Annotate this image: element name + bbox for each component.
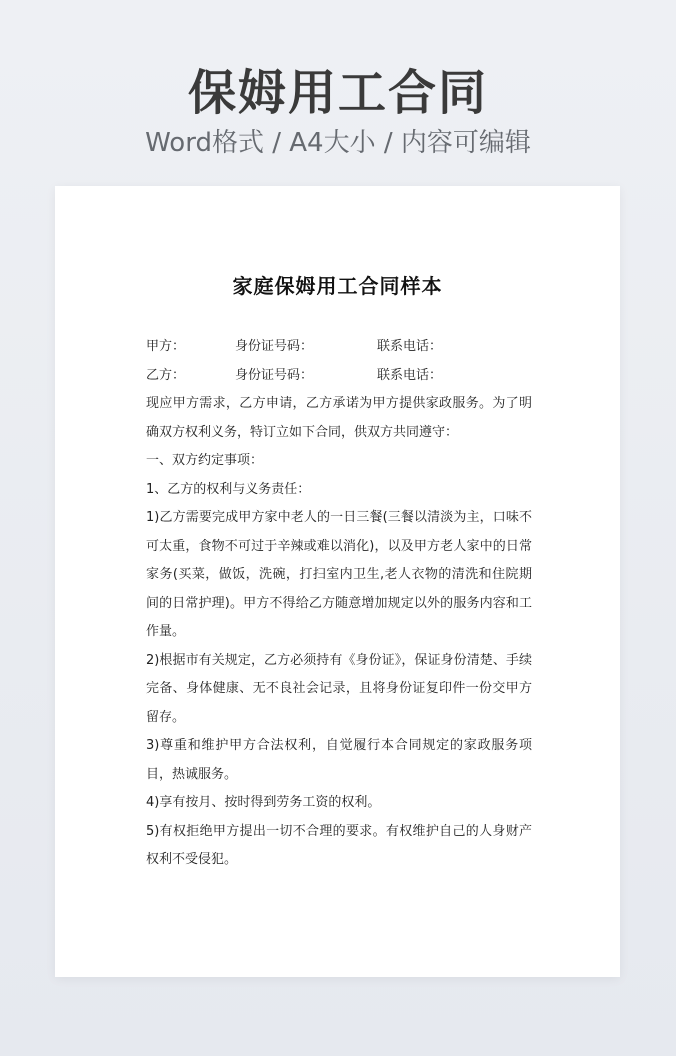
clause-item: 5)有权拒绝甲方提出一切不合理的要求。有权维护自己的人身财产权利不受侵犯。	[146, 823, 532, 867]
party-b-phone-label: 联系电话：	[377, 367, 443, 383]
clause-item: 3)尊重和维护甲方合法权利，自觉履行本合同规定的家政服务项目，热诚服务。	[146, 738, 532, 782]
document-page	[55, 186, 620, 977]
section-heading: 一、双方约定事项：	[146, 453, 264, 468]
clause-item: 2)根据市有关规定，乙方必须持有《身份证》，保证身份清楚、手续完备、身体健康、无不良社会记录，且将身份证复印件一份交甲方留存。	[146, 652, 532, 725]
party-a-phone-label: 联系电话：	[377, 339, 443, 354]
document-body	[146, 333, 532, 875]
party-b-label: 乙方：	[146, 367, 186, 383]
subsection-heading: 1、乙方的权利与义务责任：	[146, 481, 311, 497]
banner	[0, 62, 676, 160]
clause-item: 4)享有按月、按时得到劳务工资的权利。	[146, 795, 381, 810]
clause-item: 1)乙方需要完成甲方家中老人的一日三餐(三餐以清淡为主，口味不可太重，食物不可过于辛辣或难以消化)，以及甲方老人家中的日常家务(买菜，做饭，洗碗，打扫室内卫生,老人衣物的清洗和住院期间的日常护理)。甲方不得给乙方随意增加规定以外的服务内容和工作量。	[146, 510, 532, 639]
party-a-label: 甲方：	[146, 339, 186, 354]
party-b-id-label: 身份证号码：	[235, 367, 314, 383]
party-b-row	[146, 362, 532, 391]
party-a-row	[146, 333, 532, 362]
intro-paragraph: 现应甲方需求，乙方申请，乙方承诺为甲方提供家政服务。为了明确双方权利义务，特订立如下合同，供双方共同遵守：	[146, 396, 532, 440]
banner-title: 保姆用工合同	[187, 65, 488, 121]
party-a-id-label: 身份证号码：	[235, 339, 314, 354]
document-title: 家庭保姆用工合同样本	[232, 274, 443, 298]
banner-subtitle: Word格式 / A4大小 / 内容可编辑	[145, 128, 531, 158]
